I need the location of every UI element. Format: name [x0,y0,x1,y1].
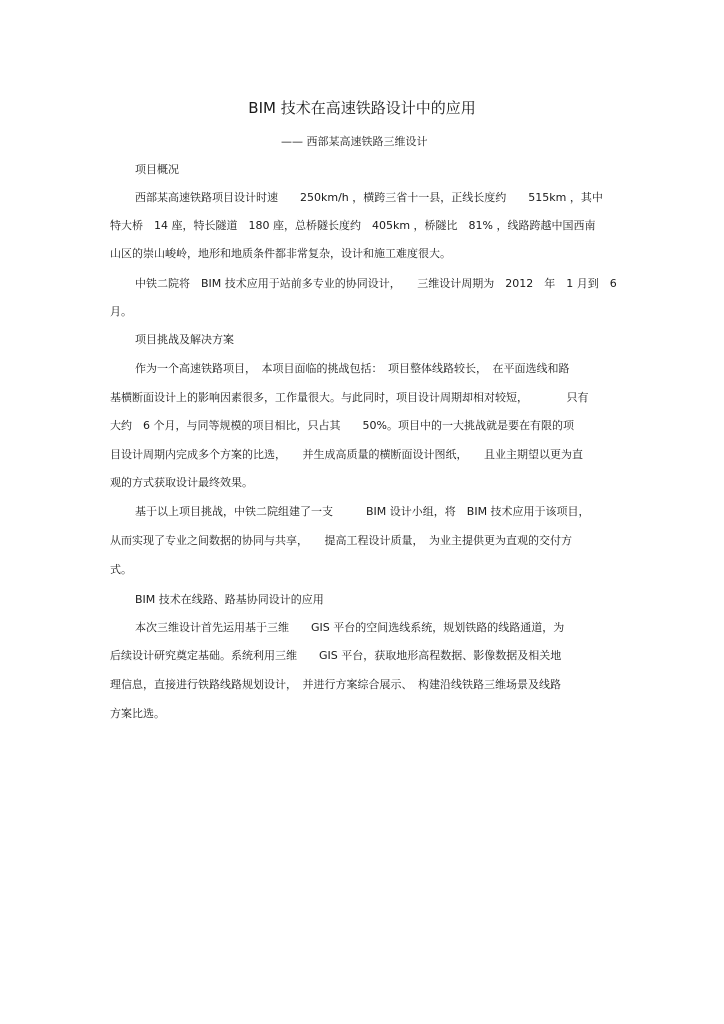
paragraph-line: 作为一个高速铁路项目， 本项目面临的挑战包括： 项目整体线路较长， 在平面选线和路 [135,362,570,375]
section-heading-challenges: 项目挑战及解决方案 [135,333,234,346]
paragraph-line: 式。 [110,563,132,576]
paragraph-line: 从而实现了专业之间数据的协同与共享， 提高工程设计质量， 为业主提供更为直观的交付方 [110,534,572,547]
document-title: BIM 技术在高速铁路设计中的应用 [248,99,476,117]
paragraph-line: 月。 [110,305,132,318]
paragraph-line: 中铁二院将 BIM 技术应用于站前多专业的协同设计， 三维设计周期为 2012 年 1 月到 6 [135,277,617,290]
document-subtitle: —— 西部某高速铁路三维设计 [281,135,428,148]
paragraph-line: 观的方式获取设计最终效果。 [110,476,253,489]
paragraph-line: 山区的崇山峻岭，地形和地质条件都非常复杂，设计和施工难度很大。 [110,247,451,260]
paragraph-line: 本次三维设计首先运用基于三维 GIS 平台的空间选线系统，规划铁路的线路通道，为 [135,621,565,634]
section-heading-overview: 项目概况 [135,163,179,176]
paragraph-line: 基横断面设计上的影响因素很多，工作量很大。与此同时，项目设计周期却相对较短， 只有 [110,391,589,404]
paragraph-line: 理信息，直接进行铁路线路规划设计， 并进行方案综合展示、 构建沿线铁路三维场景及线路 [110,678,561,691]
paragraph-line: 方案比选。 [110,707,165,720]
section-heading-bim-application: BIM 技术在线路、路基协同设计的应用 [135,593,324,606]
paragraph-line: 基于以上项目挑战，中铁二院组建了一支 BIM 设计小组，将 BIM 技术应用于该项目， [135,505,590,518]
paragraph-line: 西部某高速铁路项目设计时速 250km/h ，横跨三省十一县，正线长度约 515km ，其中 [135,191,603,204]
paragraph-line: 特大桥 14 座，特长隧道 180 座，总桥隧长度约 405km ，桥隧比 81% ，线路跨越中国西南 [110,219,596,232]
paragraph-line: 后续设计研究奠定基础。系统利用三维 GIS 平台，获取地形高程数据、影像数据及相关地 [110,649,562,662]
paragraph-line: 目设计周期内完成多个方案的比选， 并生成高质量的横断面设计图纸， 且业主期望以更为直 [110,448,583,461]
paragraph-line: 大约 6 个月，与同等规模的项目相比，只占其 50%。项目中的一大挑战就是要在有限的项 [110,419,574,432]
